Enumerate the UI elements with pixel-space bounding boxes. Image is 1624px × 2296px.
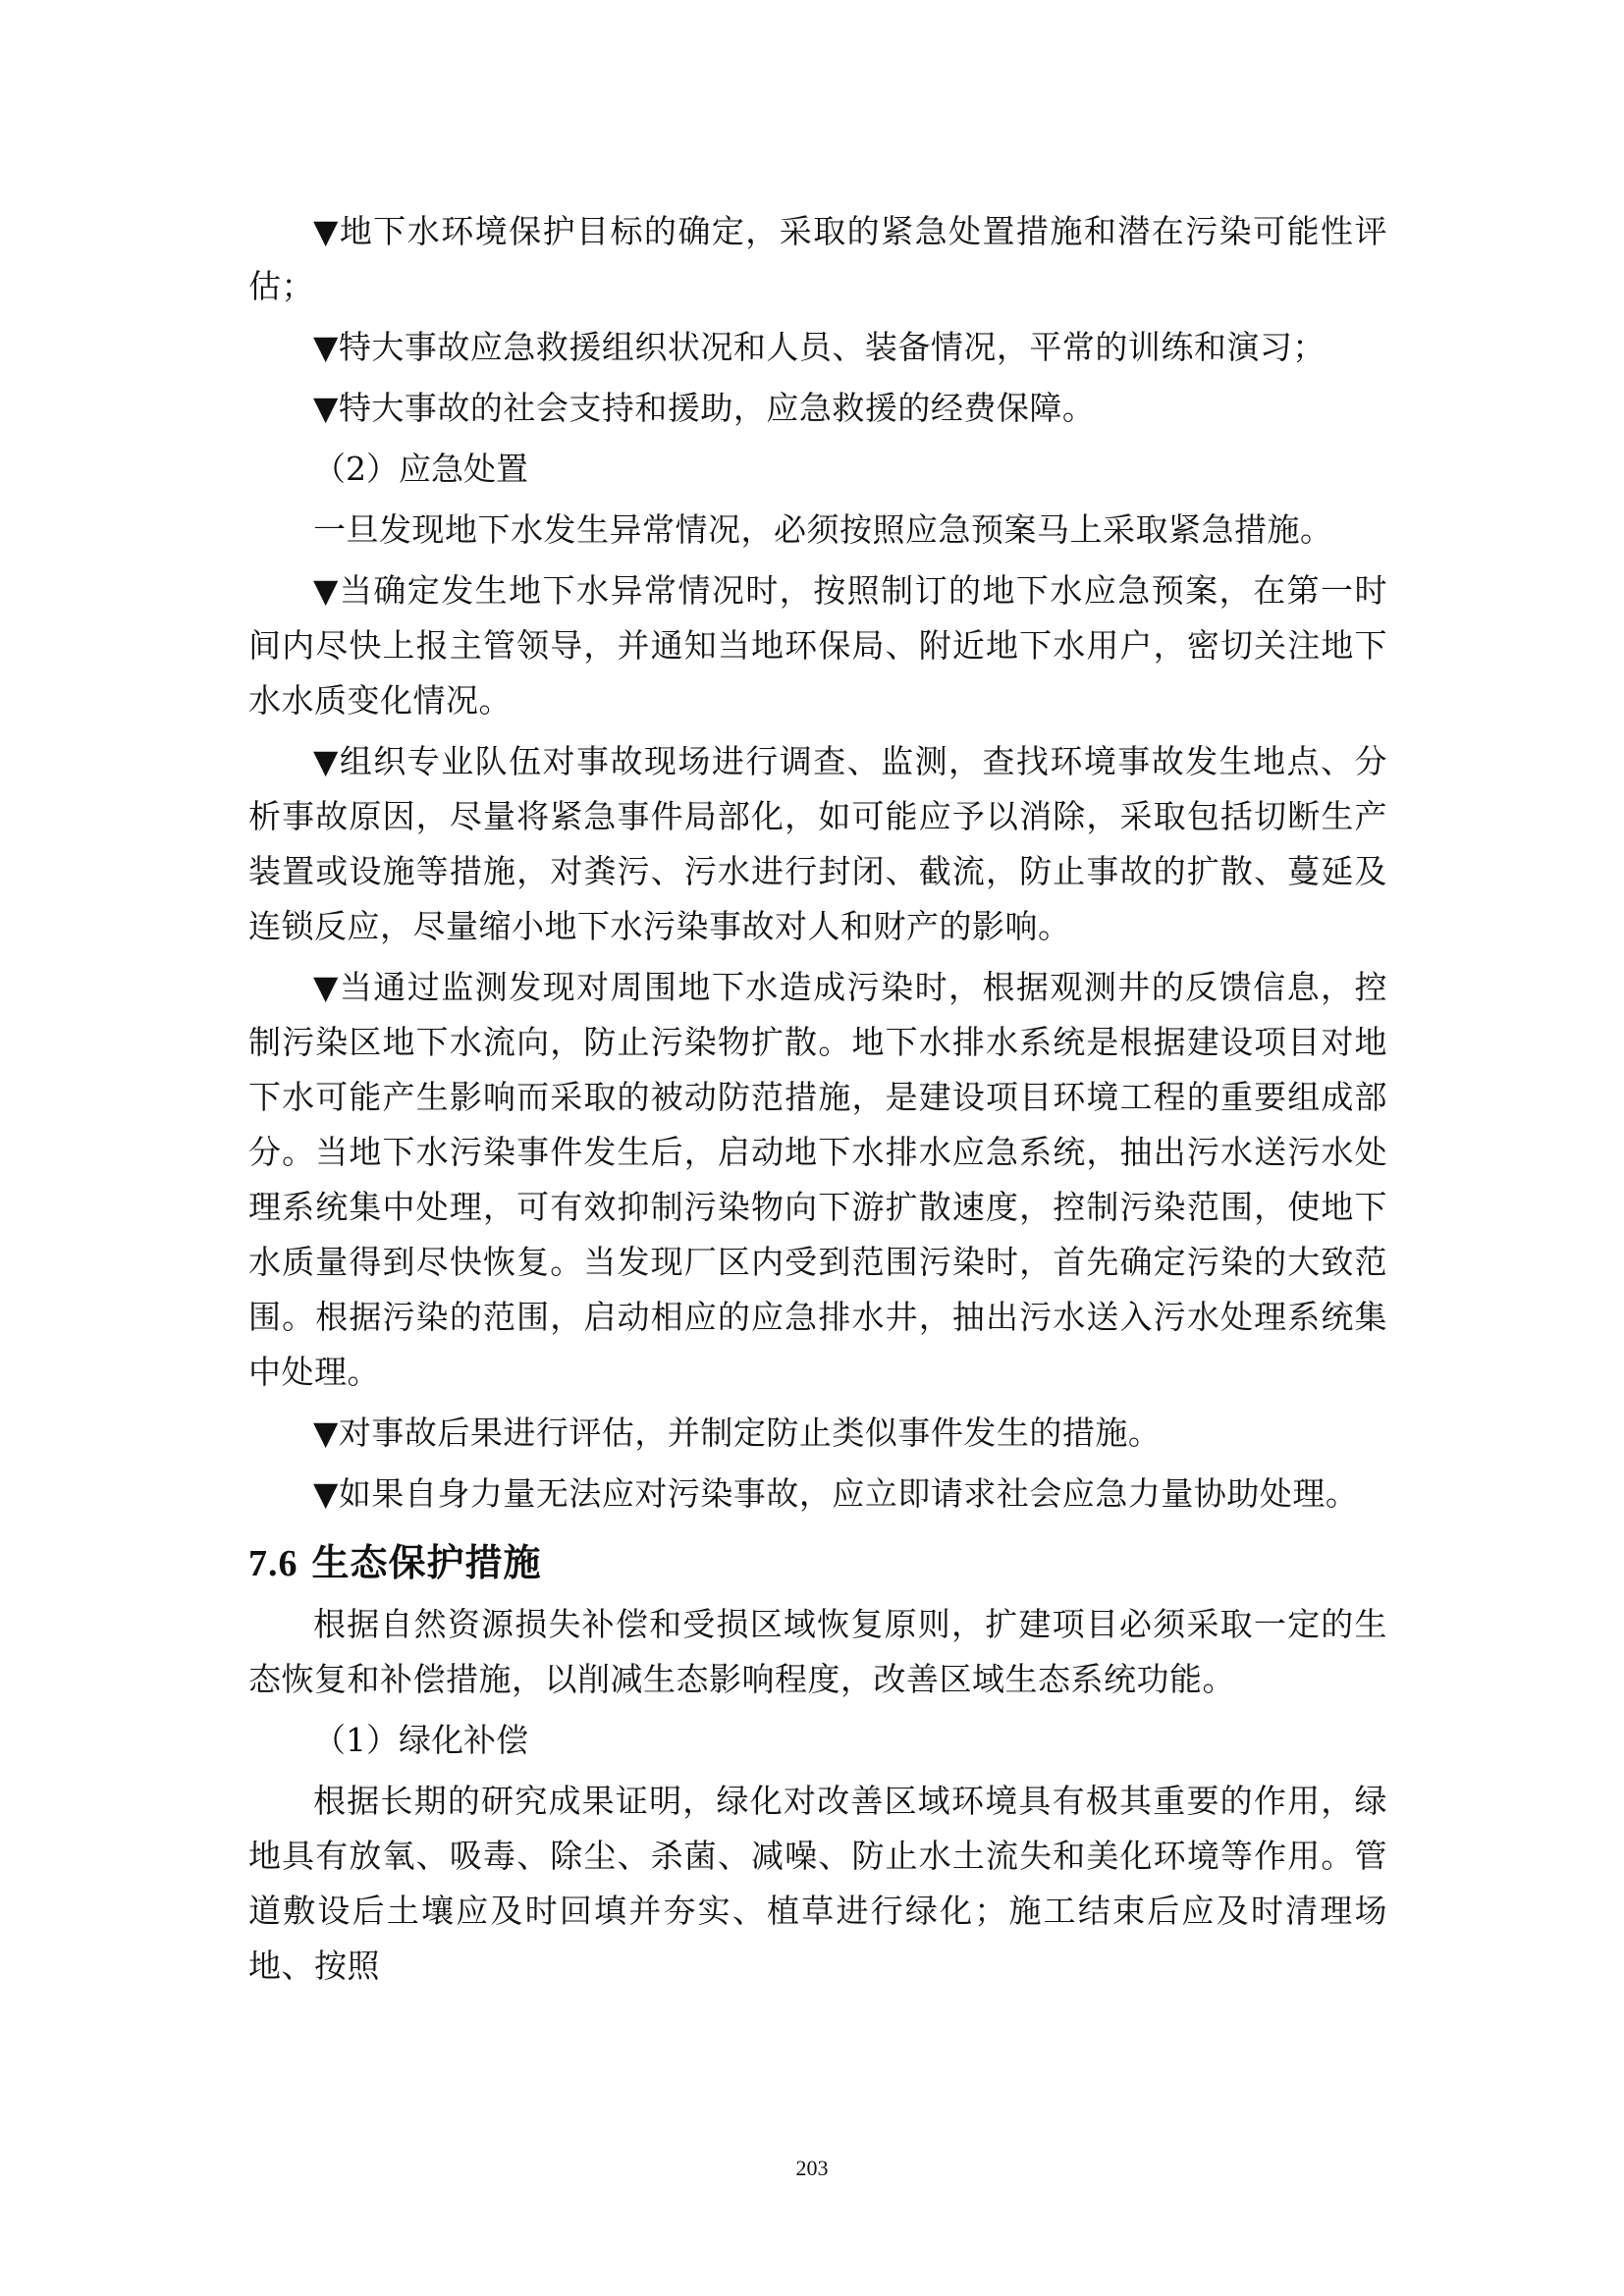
paragraph-emergency-intro: 一旦发现地下水发生异常情况，必须按照应急预案马上采取紧急措施。	[313, 510, 1333, 549]
section-number: 7.6	[248, 1543, 298, 1584]
paragraph-social-support: ▼特大事故的社会支持和援助，应急救援的经费保障。	[313, 389, 1096, 427]
page-number: 203	[795, 2156, 829, 2180]
paragraph-protection-target: ▼地下水环境保护目标的确定，采取的紧急处置措施和潜在污染可能性评估；	[248, 212, 1387, 305]
subheading-greening: （1）绿化补偿	[313, 1721, 528, 1759]
subheading-emergency-response: （2）应急处置	[313, 450, 528, 488]
paragraph-section-intro: 根据自然资源损失补偿和受损区域恢复原则，扩建项目必须采取一定的生态恢复和补偿措施，以削减生态影响程度，改善区域生态系统功能。	[248, 1605, 1387, 1698]
paragraph-rescue-organization: ▼特大事故应急救援组织状况和人员、装备情况，平常的训练和演习；	[313, 328, 1326, 366]
paragraph-report-leadership: ▼当确定发生地下水异常情况时，按照制订的地下水应急预案，在第一时间内尽快上报主管领导，并通知当地环保局、附近地下水用户，密切关注地下水水质变化情况。	[248, 571, 1387, 720]
paragraph-drainage-system: ▼当通过监测发现对周围地下水造成污染时，根据观测井的反馈信息，控制污染区地下水流向，防止污染物扩散。地下水排水系统是根据建设项目对地下水可能产生影响而采取的被动防范措施，是建设项目环境工程的重要组成部分。当地下水污染事件发生后，启动地下水排水应急系统，抽出污水送污水处理系统集中处理，可有效抑制污染物向下游扩散速度，控制污染范围，使地下水质量得到尽快恢复。当发现厂区内受到范围污染时，首先确定污染的大致范围。根据污染的范围，启动相应的应急排水井，抽出污水送入污水处理系统集中处理。	[248, 968, 1387, 1391]
section-title: 生态保护措施	[311, 1541, 542, 1584]
paragraph-site-investigation: ▼组织专业队伍对事故现场进行调查、监测，查找环境事故发生地点、分析事故原因，尽量将紧急事件局部化，如可能应予以消除，采取包括切断生产装置或设施等措施，对粪污、污水进行封闭、截流，防止事故的扩散、蔓延及连锁反应，尽量缩小地下水污染事故对人和财产的影响。	[248, 742, 1387, 945]
section-heading	[248, 1535, 1387, 1591]
page-content	[248, 204, 1387, 1994]
paragraph-external-help: ▼如果自身力量无法应对污染事故，应立即请求社会应急力量协助处理。	[313, 1474, 1359, 1513]
paragraph-assessment: ▼对事故后果进行评估，并制定防止类似事件发生的措施。	[313, 1414, 1162, 1452]
paragraph-greening-benefits: 根据长期的研究成果证明，绿化对改善区域环境具有极其重要的作用，绿地具有放氧、吸毒、除尘、杀菌、减噪、防止水土流失和美化环境等作用。管道敷设后土壤应及时回填并夯实、植草进行绿化；施工结束后应及时清理场地、按照	[248, 1782, 1387, 1985]
